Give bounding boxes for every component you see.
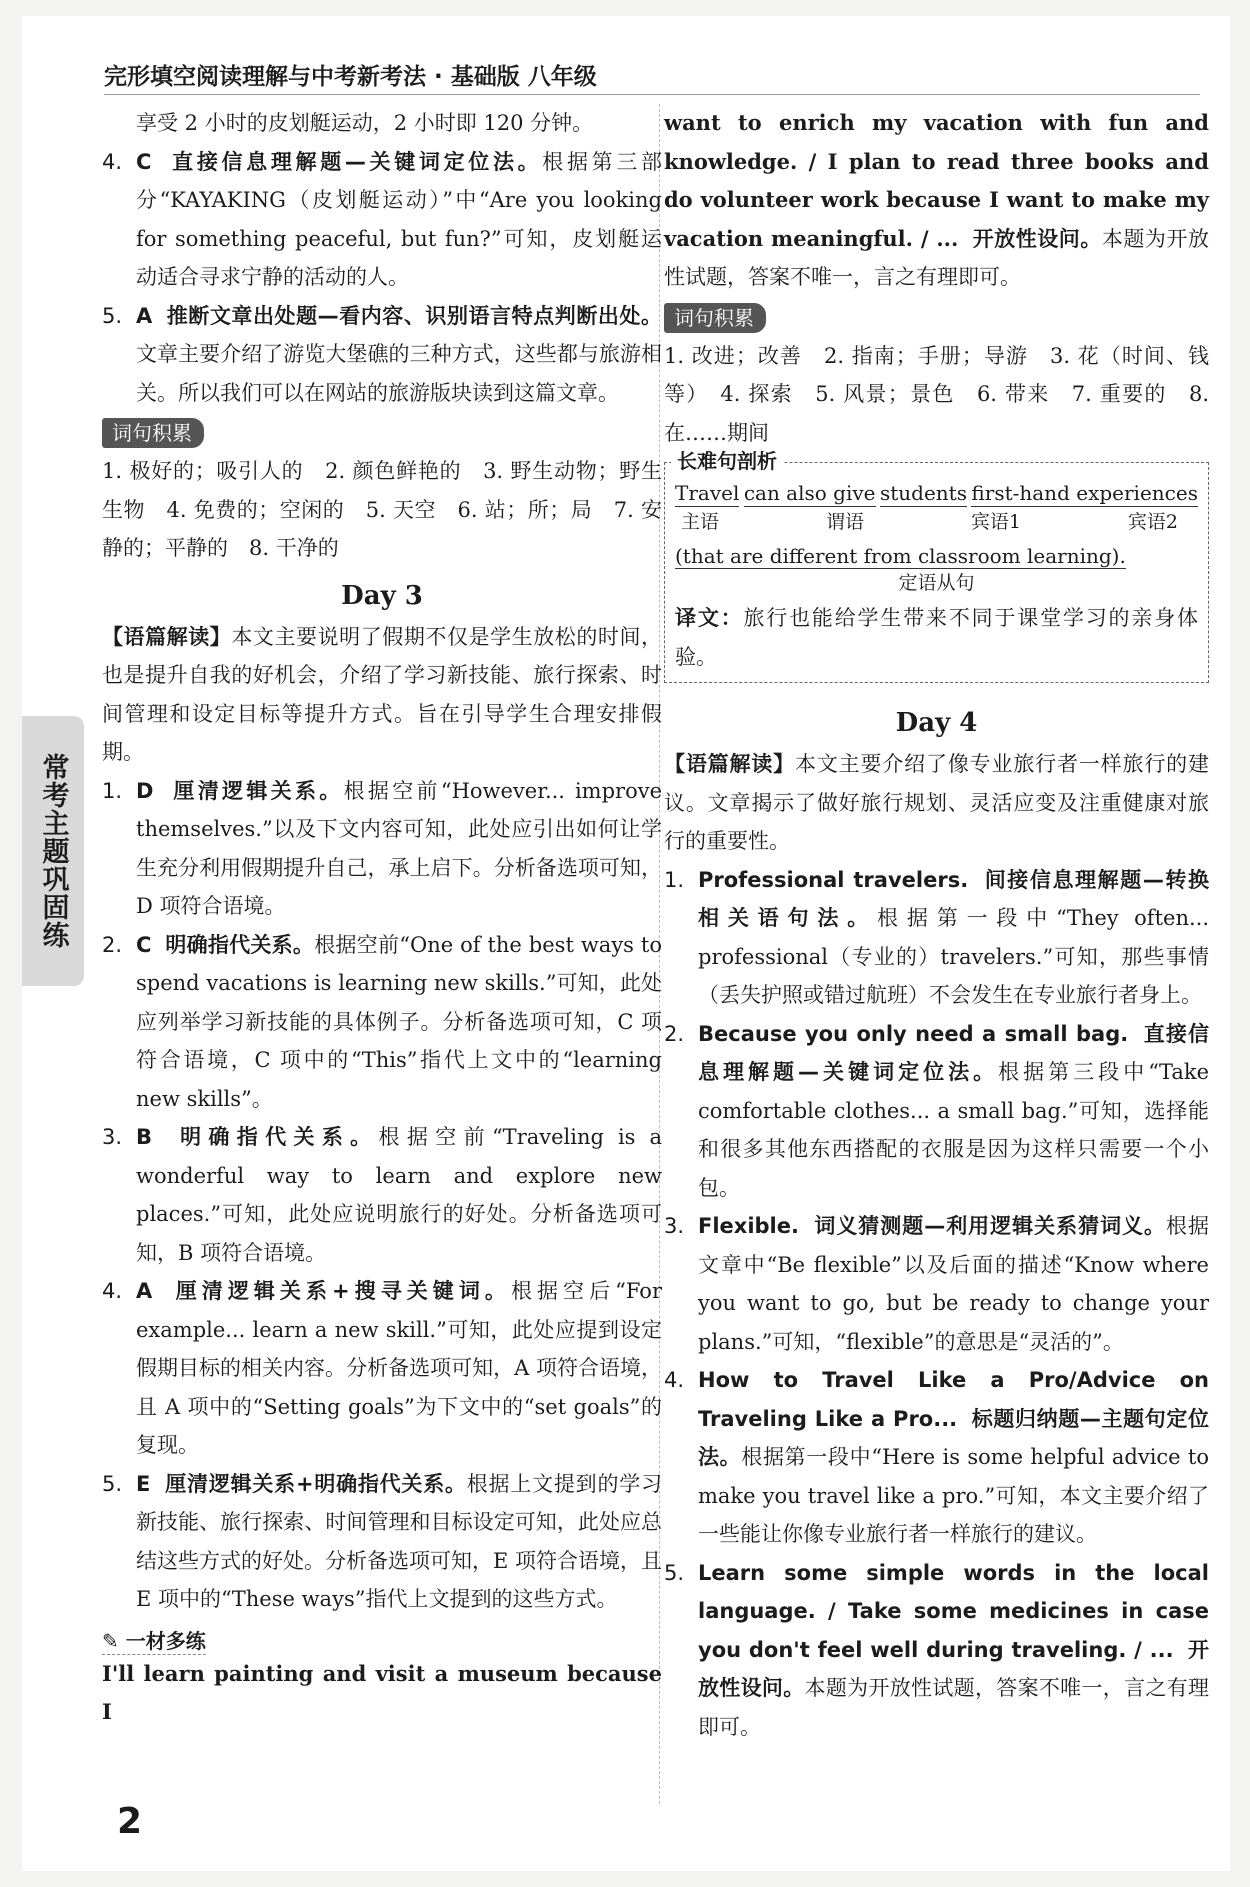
- explanation: 根据第三段中“Take comfortable clothes... a small bag.”可知，选择能和很多其他东西搭配的衣服是因为这样只需要一个小包。: [698, 1060, 1209, 1200]
- parse-predicate: can also give: [743, 481, 876, 505]
- multi-practice-answer: I'll learn painting and visit a museum because I: [102, 1660, 662, 1724]
- answer-page: [22, 16, 1230, 1871]
- explanation: 根据空前“However... improve themselves.”以及下文内容可知，此处应引出如何让学生充分利用假期提升自己，承上启下。分析备选项可知，D 项符合语境。: [136, 778, 663, 918]
- item-number: 5.: [102, 303, 123, 328]
- question-type: 开放性设问。: [698, 1637, 1209, 1700]
- explanation: 根据第三部分“KAYAKING（皮划艇运动）”中“Are you looking for something peaceful, but fun?”可知，皮划艇运动适合寻求宁静的活动的人。: [136, 149, 663, 289]
- item-number: 4.: [102, 149, 123, 174]
- item-number: 4.: [102, 1279, 123, 1303]
- parse-subject: Travel: [675, 481, 740, 505]
- vocab-tag: 词句积累: [102, 418, 204, 448]
- answer-item: [102, 772, 662, 926]
- answer-item: [664, 1015, 1209, 1208]
- answer-key: E: [136, 1471, 151, 1496]
- label-predicate: 谓语: [825, 511, 864, 533]
- passage-summary: 本文主要说明了假期不仅是学生放松的时间，也是提升自我的好机会，介绍了学习新技能、旅行探索、时间管理和设定目标等提升方式。旨在引导学生合理安排假期。: [102, 624, 663, 764]
- translation-label: 译文：: [675, 606, 744, 630]
- question-type: 词义猜测题—利用逻辑关系猜词义。: [814, 1214, 1167, 1238]
- clause-text: (that are different from classroom learning).: [675, 544, 1126, 568]
- answer-key: A: [136, 1279, 153, 1303]
- clause-label: 定语从句: [898, 572, 975, 594]
- answer-item: [102, 1118, 662, 1272]
- right-column: [664, 104, 1209, 1746]
- answer-item: [664, 861, 1209, 1015]
- answer-key: B: [136, 1125, 153, 1149]
- item-number: 5.: [664, 1560, 685, 1585]
- label-object2: 宾语2: [1127, 511, 1178, 533]
- section-label: 【语篇解读】: [102, 624, 232, 649]
- question-type: 推断文章出处题—看内容、识别语言特点判断出处。: [166, 303, 662, 328]
- question-type: 厘清逻辑关系。: [173, 778, 344, 803]
- multi-practice-continued: want to enrich my vacation with fun and knowledge. / I plan to read three books and do volunteer work because I want to make my vacation meaningful. / ...: [664, 110, 1209, 251]
- item-number: 2.: [102, 932, 123, 957]
- item-number: 3.: [664, 1214, 685, 1238]
- explanation: 根据空前“Traveling is a wonderful way to learn and explore new places.”可知，此处应说明旅行的好处。分析备选项可知，B 项符合语境。: [136, 1125, 663, 1265]
- item-number: 1.: [102, 778, 123, 803]
- question-type: 厘清逻辑关系+搜寻关键词。: [175, 1279, 511, 1303]
- header-rule: [104, 94, 1200, 95]
- question-type: 标题归纳题—主题句定位法。: [698, 1406, 1210, 1469]
- question-type: 直接信息理解题—关键词定位法。: [698, 1021, 1210, 1084]
- answer-item: [102, 1465, 662, 1619]
- item-number: 2.: [664, 1021, 685, 1046]
- intro-line: 享受 2 小时的皮划艇运动，2 小时即 120 分钟。: [136, 111, 594, 135]
- sentence-analysis-box: [664, 449, 1209, 683]
- parse-clause: [675, 544, 1198, 568]
- day-heading: Day 3: [341, 580, 423, 611]
- explanation: 本题为开放性试题，答案不唯一，言之有理即可。: [698, 1676, 1210, 1739]
- item-number: 3.: [102, 1125, 123, 1149]
- explanation: 根据空前“One of the best ways to spend vacations is learning new skills.”可知，此处应列举学习新技能的具体例子。分析备选项可知，C 项符合语境，C 项中的“This”指代上文中的“learning new skills”。: [136, 932, 662, 1111]
- answer-key: Professional travelers.: [698, 867, 969, 892]
- question-type: 间接信息理解题—转换相关语句法。: [698, 867, 1209, 930]
- question-type: 明确指代关系。: [165, 932, 315, 957]
- parsed-sentence: [675, 481, 1198, 507]
- answer-item: [102, 1272, 662, 1465]
- answer-key: D: [136, 778, 154, 803]
- explanation: 文章主要介绍了游览大堡礁的三种方式，这些都与旅游相关。所以我们可以在网站的旅游版块读到这篇文章。: [136, 342, 662, 405]
- item-number: 4.: [664, 1368, 685, 1392]
- sentence-analysis-title: 长难句剖析: [671, 445, 783, 474]
- parse-object2: first-hand experiences: [971, 481, 1198, 505]
- item-number: 1.: [664, 867, 685, 892]
- label-subject: 主语: [681, 511, 720, 533]
- vocab-tag: 词句积累: [664, 303, 766, 333]
- pencil-icon: ✎: [102, 1628, 119, 1653]
- question-type: 开放性设问。: [972, 226, 1102, 251]
- answer-key: Because you only need a small bag.: [698, 1021, 1129, 1046]
- answer-item: [664, 1554, 1209, 1747]
- explanation: 根据第一段中“They often... professional（专业的）travelers.”可知，那些事情（丢失护照或错过航班）不会发生在专业旅行者身上。: [698, 906, 1209, 1007]
- question-type: 直接信息理解题—关键词定位法。: [172, 149, 543, 174]
- answer-key: How to Travel Like a Pro/Advice on Traveling Like a Pro...: [698, 1368, 1209, 1431]
- answer-item: [102, 297, 662, 413]
- multi-practice-label: [102, 1625, 206, 1655]
- multi-practice-text: 一材多练: [125, 1628, 206, 1653]
- side-tab: 常考主题巩固练: [22, 716, 84, 986]
- day-heading: Day 4: [895, 708, 978, 738]
- section-label: 【语篇解读】: [664, 752, 795, 776]
- answer-key: A: [136, 303, 153, 328]
- item-number: 5.: [102, 1471, 123, 1496]
- page-number: 2: [117, 1801, 143, 1842]
- answer-item: [664, 1207, 1209, 1361]
- answer-key: Learn some simple words in the local language. / Take some medicines in case you don't feel well during traveling. / ...: [698, 1560, 1209, 1662]
- vocab-list: 1. 改进；改善 2. 指南；手册；导游 3. 花（时间、钱等） 4. 探索 5. 风景；景色 6. 带来 7. 重要的 8. 在……期间: [664, 343, 1209, 445]
- left-column: [102, 104, 662, 1732]
- explanation: 根据第一段中“Here is some helpful advice to make you travel like a pro.”可知，本文主要介绍了一些能让你像专业旅行者一样旅行的建议。: [698, 1445, 1210, 1546]
- answer-item: [102, 143, 662, 297]
- label-object1: 宾语1: [970, 511, 1021, 533]
- answer-key: C: [136, 149, 152, 174]
- question-type: 厘清逻辑关系+明确指代关系。: [165, 1471, 467, 1496]
- explanation: 根据文章中“Be flexible”以及后面的描述“Know where you want to go, but be ready to change your plans.”可知，“flexible”的意思是“灵活的”。: [698, 1214, 1210, 1354]
- question-type: 明确指代关系。: [180, 1125, 379, 1149]
- passage-summary: 本文主要介绍了像专业旅行者一样旅行的建议。文章揭示了做好旅行规划、灵活应变及注重健康对旅行的重要性。: [664, 752, 1209, 853]
- explanation: 根据上文提到的学习新技能、旅行探索、时间管理和目标设定可知，此处应总结这些方式的好处。分析备选项可知，E 项符合语境，且 E 项中的“These ways”指代上文提到的这些方式。: [136, 1471, 663, 1611]
- vocab-list: 1. 极好的；吸引人的 2. 颜色鲜艳的 3. 野生动物；野生生物 4. 免费的；空闲的 5. 天空 6. 站；所；局 7. 安静的；平静的 8. 干净的: [102, 459, 662, 560]
- book-header: 完形填空阅读理解与中考新考法 · 基础版 八年级: [104, 64, 597, 90]
- answer-item: [664, 1361, 1209, 1554]
- explanation: 根据空后“For example... learn a new skill.”可知，此处应提到设定假期目标的相关内容。分析备选项可知，A 项符合语境，且 A 项中的“Setting goals”为下文中的“set goals”的复现。: [136, 1279, 662, 1457]
- translation-text: 旅行也能给学生带来不同于课堂学习的亲身体验。: [675, 606, 1199, 669]
- answer-key: Flexible.: [698, 1214, 799, 1238]
- answer-key: C: [136, 932, 152, 957]
- explanation: 本题为开放性试题，答案不唯一，言之有理即可。: [664, 226, 1209, 289]
- parse-object1: students: [879, 481, 967, 505]
- parse-labels: [675, 507, 1198, 534]
- answer-item: [102, 926, 662, 1119]
